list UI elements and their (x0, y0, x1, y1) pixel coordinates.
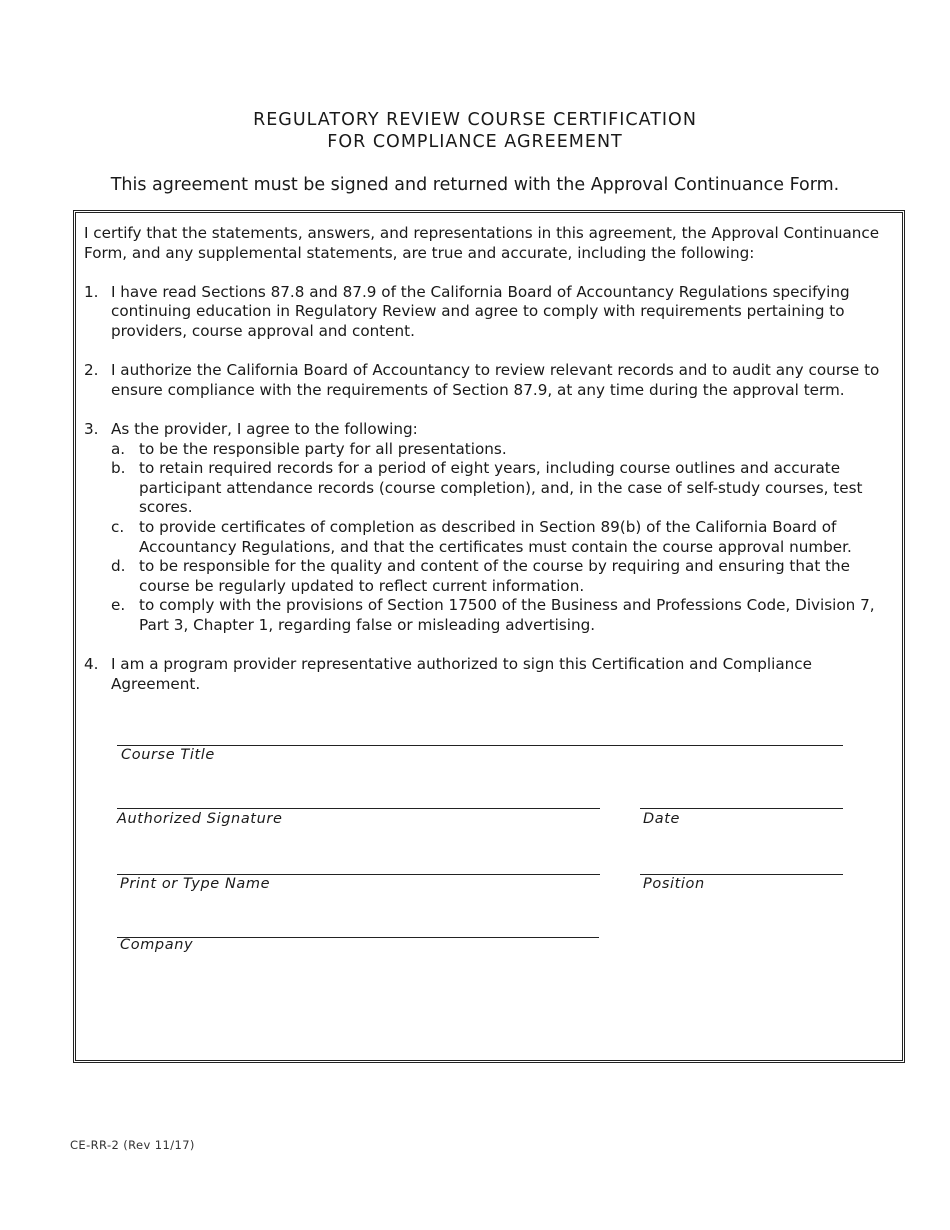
date-field[interactable] (640, 808, 843, 809)
item-text: As the provider, I agree to the following: (111, 419, 418, 438)
sub-item-text: to be the responsible party for all presentations. (139, 439, 507, 458)
item-text: I have read Sections 87.8 and 87.9 of the California Board of Accountancy Regulations specifying continuing education in Regulatory Review and agree to comply with requirements pertaining to providers, course approval and content. (111, 282, 850, 340)
sub-item-letter: b. (111, 459, 126, 478)
authorized-signature-field[interactable] (117, 808, 600, 809)
agreement-intro: I certify that the statements, answers, and representations in this agreement, the Approval Continuance Form, and any supplemental statements, are true and accurate, including the following: (84, 224, 880, 262)
sub-item-letter: a. (111, 439, 126, 458)
form-instruction: This agreement must be signed and returned with the Approval Continuance Form. (110, 175, 840, 195)
form-revision-id: CE-RR-2 (Rev 11/17) (70, 1138, 195, 1152)
sub-item-text: to retain required records for a period of eight years, including course outlines and accurate participant attendance records (course completion), and, in the case of self-study courses, test scores. (139, 459, 863, 517)
position-field[interactable] (640, 874, 843, 875)
item-text: I am a program provider representative authorized to sign this Certification and Compliance Agreement. (111, 655, 812, 693)
form-title-line-1: REGULATORY REVIEW COURSE CERTIFICATION (253, 110, 697, 130)
item-number: 3. (84, 419, 99, 438)
sub-item-e (111, 596, 884, 635)
sub-item-letter: c. (111, 517, 125, 536)
form-title-line-2: FOR COMPLIANCE AGREEMENT (327, 132, 623, 152)
item-number: 1. (84, 282, 99, 301)
item-number: 2. (84, 361, 99, 380)
sub-item-text: to provide certificates of completion as described in Section 89(b) of the California Board of Accountancy Regulations, and that the certificates must contain the course approval number. (139, 517, 852, 556)
sub-item-letter: d. (111, 557, 126, 576)
company-label: Company (120, 937, 194, 953)
sub-item-a (111, 440, 884, 460)
item-number: 4. (84, 655, 99, 674)
sub-item-d (111, 557, 884, 596)
date-label: Date (643, 811, 681, 827)
item-text: I authorize the California Board of Accountancy to review relevant records and to audit any course to ensure compliance with the requirements of Section 87.9, at any time during the approval term. (111, 361, 880, 399)
sub-item-b (111, 459, 884, 518)
sub-item-text: to be responsible for the quality and content of the course by requiring and ensuring that the course be regularly updated to reflect current information. (139, 557, 851, 595)
print-name-label: Print or Type Name (120, 876, 271, 892)
agreement-text (84, 224, 884, 694)
agreement-item-1 (84, 283, 884, 342)
agreement-item-3 (84, 420, 884, 636)
sub-item-text: to comply with the provisions of Section 17500 of the Business and Professions Code, Division 7, Part 3, Chapter 1, regarding false or misleading advertising. (139, 596, 875, 634)
sub-item-c (111, 518, 884, 557)
print-name-field[interactable] (117, 874, 600, 875)
position-label: Position (643, 876, 705, 892)
sub-item-letter: e. (111, 596, 126, 615)
authorized-signature-label: Authorized Signature (117, 811, 283, 827)
course-title-label: Course Title (121, 747, 215, 763)
course-title-field[interactable] (117, 745, 843, 746)
agreement-item-4 (84, 655, 884, 694)
agreement-item-2 (84, 361, 884, 400)
